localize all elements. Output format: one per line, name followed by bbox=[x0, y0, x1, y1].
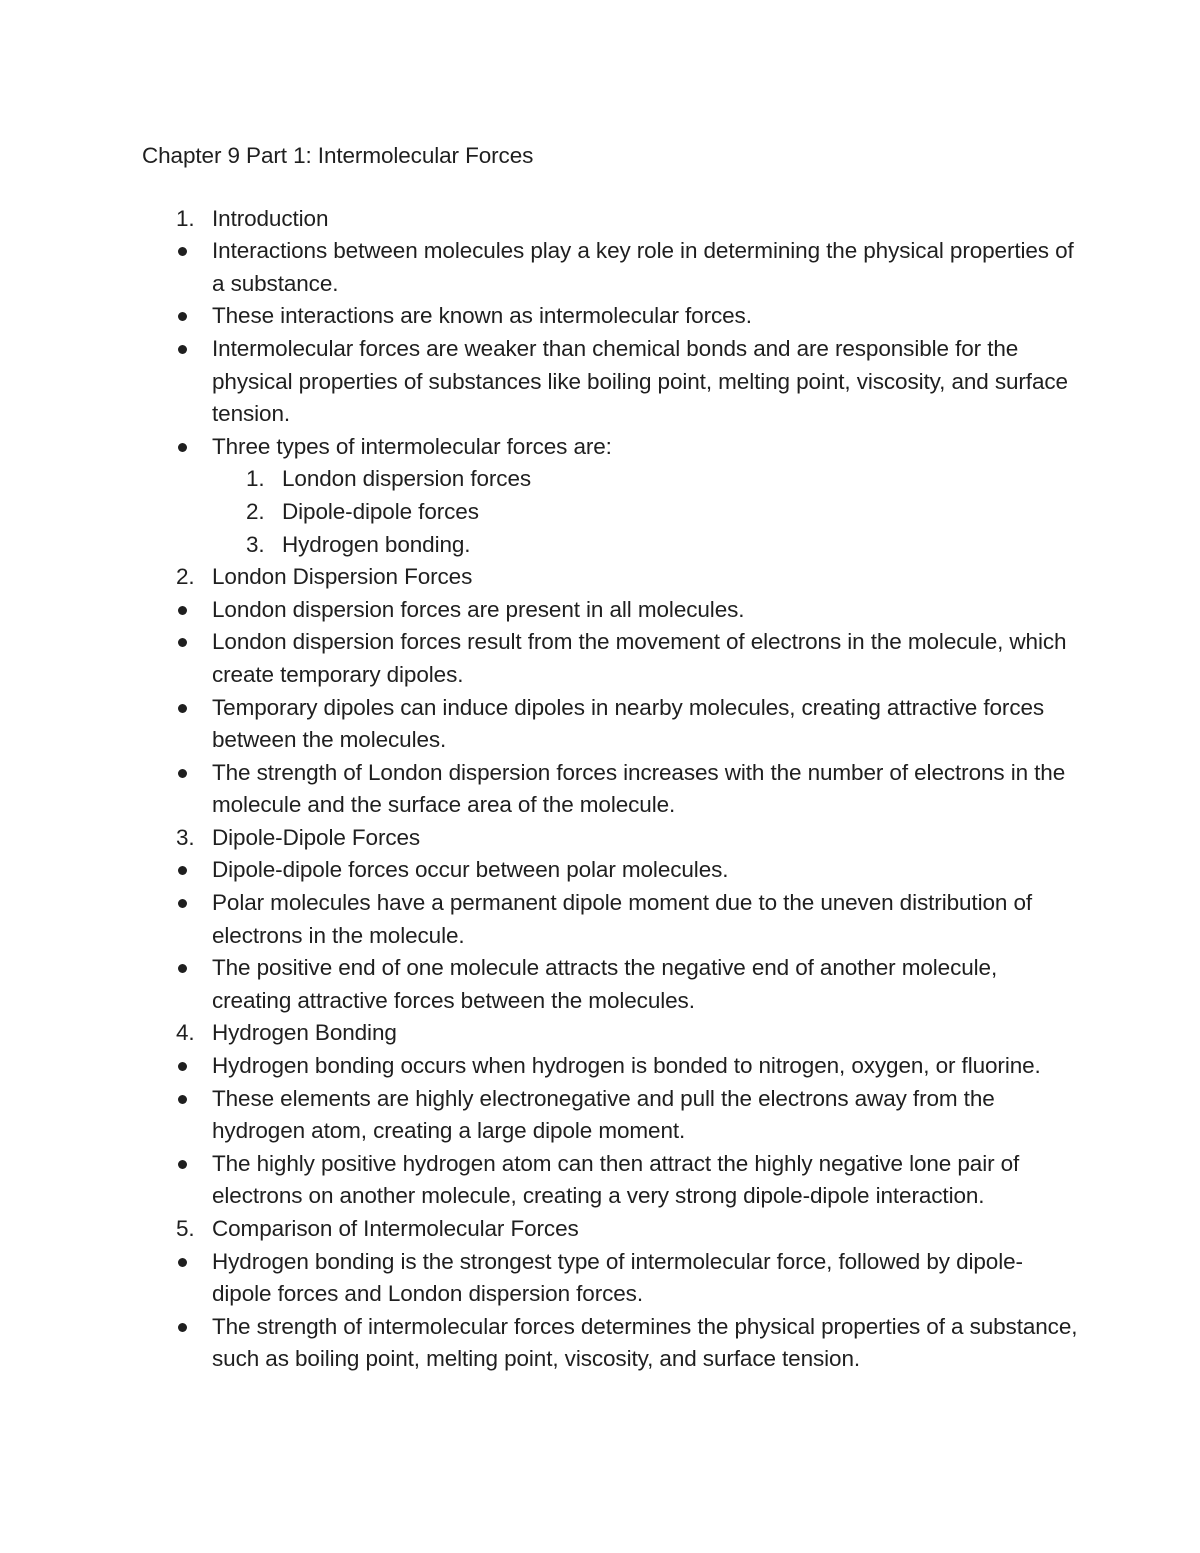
bullet-item bbox=[142, 333, 1082, 431]
bullet-icon bbox=[178, 638, 187, 647]
bullet-text: Temporary dipoles can induce dipoles in nearby molecules, creating attractive forces between the molecules. bbox=[212, 694, 1045, 753]
sub-list-text: London dispersion forces bbox=[282, 466, 532, 492]
sub-list-number: 3. bbox=[246, 531, 265, 557]
bullet-item bbox=[142, 757, 1082, 822]
bullet-icon bbox=[178, 704, 187, 713]
sub-list-item bbox=[142, 463, 1082, 496]
section-heading-text: Hydrogen Bonding bbox=[212, 1020, 397, 1046]
section-number: 2. bbox=[176, 564, 195, 590]
bullet-icon bbox=[178, 866, 187, 875]
bullet-icon bbox=[178, 247, 187, 256]
section-number: 4. bbox=[176, 1020, 195, 1046]
sub-list-text: Hydrogen bonding. bbox=[282, 531, 471, 557]
section-heading bbox=[142, 1017, 1082, 1050]
section-heading bbox=[142, 203, 1082, 236]
bullet-item bbox=[142, 952, 1082, 1017]
bullet-text: The strength of London dispersion forces increases with the number of electrons in the molecule and the surface area of the molecule. bbox=[212, 759, 1066, 818]
bullet-icon bbox=[178, 606, 187, 615]
bullet-item bbox=[142, 300, 1082, 333]
sub-list-text: Dipole-dipole forces bbox=[282, 498, 479, 524]
bullet-item bbox=[142, 1083, 1082, 1148]
bullet-icon bbox=[178, 345, 187, 354]
bullet-item bbox=[142, 626, 1082, 691]
bullet-icon bbox=[178, 1323, 187, 1332]
bullet-item bbox=[142, 692, 1082, 757]
section-heading bbox=[142, 561, 1082, 594]
bullet-item bbox=[142, 1311, 1082, 1376]
section-number: 3. bbox=[176, 824, 195, 850]
bullet-text: London dispersion forces result from the movement of electrons in the molecule, which create temporary dipoles. bbox=[212, 629, 1067, 687]
bullet-text: Three types of intermolecular forces are: bbox=[212, 433, 612, 459]
bullet-text: The strength of intermolecular forces determines the physical properties of a substance, such as boiling point, melting point, viscosity, and surface tension. bbox=[212, 1313, 1078, 1372]
bullet-icon bbox=[178, 1258, 187, 1267]
bullet-icon bbox=[178, 443, 187, 452]
bullet-icon bbox=[178, 1095, 187, 1104]
sub-list-number: 2. bbox=[246, 498, 265, 524]
section-heading-text: Comparison of Intermolecular Forces bbox=[212, 1216, 579, 1241]
bullet-text: Hydrogen bonding is the strongest type of intermolecular force, followed by dipole-dipole forces and London dispersion forces. bbox=[212, 1248, 1023, 1307]
bullet-item bbox=[142, 1148, 1082, 1213]
bullet-icon bbox=[178, 964, 187, 973]
sub-list-number: 1. bbox=[246, 466, 265, 492]
section-heading bbox=[142, 822, 1082, 855]
section-number: 5. bbox=[176, 1216, 195, 1241]
bullet-item bbox=[142, 854, 1082, 887]
bullet-text: These interactions are known as intermolecular forces. bbox=[212, 303, 752, 329]
bullet-text: The highly positive hydrogen atom can then attract the highly negative lone pair of electrons on another molecule, creating a very strong dipole-dipole interaction. bbox=[212, 1150, 1020, 1209]
bullet-item bbox=[142, 431, 1082, 464]
bullet-icon bbox=[178, 899, 187, 908]
section-heading bbox=[142, 1213, 1082, 1246]
bullet-icon bbox=[178, 312, 187, 321]
section-heading-text: London Dispersion Forces bbox=[212, 564, 473, 590]
document-body bbox=[142, 140, 1082, 1376]
sub-list-item bbox=[142, 529, 1082, 562]
bullet-text: Dipole-dipole forces occur between polar molecules. bbox=[212, 857, 729, 883]
bullet-text: London dispersion forces are present in all molecules. bbox=[212, 596, 745, 622]
bullet-item bbox=[142, 887, 1082, 952]
bullet-text: Interactions between molecules play a key role in determining the physical properties of a substance. bbox=[212, 238, 1074, 296]
bullet-item bbox=[142, 1246, 1082, 1311]
bullet-text: Hydrogen bonding occurs when hydrogen is bonded to nitrogen, oxygen, or fluorine. bbox=[212, 1053, 1041, 1079]
bullet-item bbox=[142, 594, 1082, 627]
bullet-text: These elements are highly electronegative and pull the electrons away from the hydrogen atom, creating a large dipole moment. bbox=[212, 1085, 995, 1144]
section-heading-text: Introduction bbox=[212, 205, 329, 231]
bullet-text: Polar molecules have a permanent dipole moment due to the uneven distribution of electrons in the molecule. bbox=[212, 890, 1033, 948]
section-number: 1. bbox=[176, 205, 195, 231]
document-title: Chapter 9 Part 1: Intermolecular Forces bbox=[142, 143, 534, 168]
bullet-text: The positive end of one molecule attracts the negative end of another molecule, creating attractive forces between the molecules. bbox=[212, 955, 998, 1013]
section-heading-text: Dipole-Dipole Forces bbox=[212, 824, 421, 850]
bullet-icon bbox=[178, 769, 187, 778]
bullet-icon bbox=[178, 1160, 187, 1169]
bullet-text: Intermolecular forces are weaker than chemical bonds and are responsible for the physical properties of substances like boiling point, melting point, viscosity, and surface tension. bbox=[212, 335, 1068, 427]
bullet-icon bbox=[178, 1062, 187, 1071]
sub-list-item bbox=[142, 496, 1082, 529]
bullet-item bbox=[142, 1050, 1082, 1083]
bullet-item bbox=[142, 235, 1082, 300]
